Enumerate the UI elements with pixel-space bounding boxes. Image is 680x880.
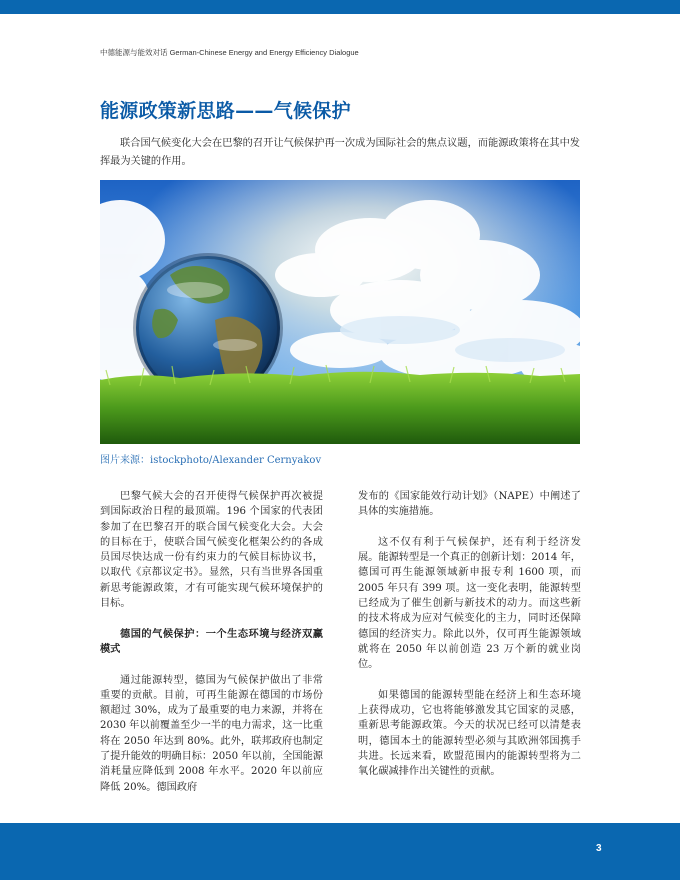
earth-on-grass-photo [100,180,580,444]
left-column [100,489,323,795]
running-header: 中德能源与能效对话 German-Chinese Energy and Energy Efficiency Dialogue [100,48,359,57]
image-caption: 图片来源：istockphoto/Alexander Cernyakov [100,455,322,466]
section-heading: 德国的气候保护：一个生态环境与经济双赢模式 [100,628,323,655]
article-title: 能源政策新思路——气候保护 [100,100,351,122]
right-paragraph-continued: 发布的《国家能效行动计划》（NAPE）中阐述了具体的实施措施。 [358,491,581,518]
right-paragraph-1: 这不仅有利于气候保护，还有利于经济发展。能源转型是一个真正的创新计划：2014 年，德国可再生能源领域新申报专利 1600 项，而 2005 年只有 399 项。这一变化表明，能源转型已经成为了催生创新与新技术的动力。而这些新的技术将成为应对气候变化的主力，同时还保障德国的经济实力。除此以外，仅可再生能源领域就将在 2050 年以前创造 23 万个新的就业岗位。 [358,536,581,671]
article-intro: 联合国气候变化大会在巴黎的召开让气候保护再一次成为国际社会的焦点议题，而能源政策将在其中发挥最为关键的作用。 [100,138,580,167]
left-paragraph-2: 通过能源转型，德国为气候保护做出了非常重要的贡献。目前，可再生能源在德国的市场份额超过 30%，成为了最重要的电力来源，并将在 2030 年以前覆盖至少一半的电力需求，这一比重将在 2050 年达到 80%。此外，联邦政府也制定了提升能效的明确目标：2050 年以前，全国能源消耗量应降低到 2008 年水平。2020 年以前应降低 20%。德国政府 [100,674,323,793]
right-paragraph-2: 如果德国的能源转型能在经济上和生态环境上获得成功，它也将能够激发其它国家的灵感，重新思考能源政策。今天的状况已经可以清楚表明，德国本土的能源转型必须与其欧洲邻国携手共进。长远来看，欧盟范围内的能源转型将为二氧化碳减排作出关键性的贡献。 [358,689,581,778]
right-column [358,489,581,780]
bottom-brand-bar [0,823,680,880]
page-number: 3 [596,843,602,854]
top-brand-bar [0,0,680,14]
left-paragraph-1: 巴黎气候大会的召开使得气候保护再次被提到国际政治日程的最顶端。196 个国家的代表团参加了在巴黎召开的联合国气候变化大会。大会的目标在于，使联合国气候变化框架公约的各成员国尽快达成一份有约束力的气候目标协议书，以取代《京都议定书》。显然，只有当世界各国重新思考能源政策，才有可能实现气候环境保护的目标。 [100,491,323,610]
